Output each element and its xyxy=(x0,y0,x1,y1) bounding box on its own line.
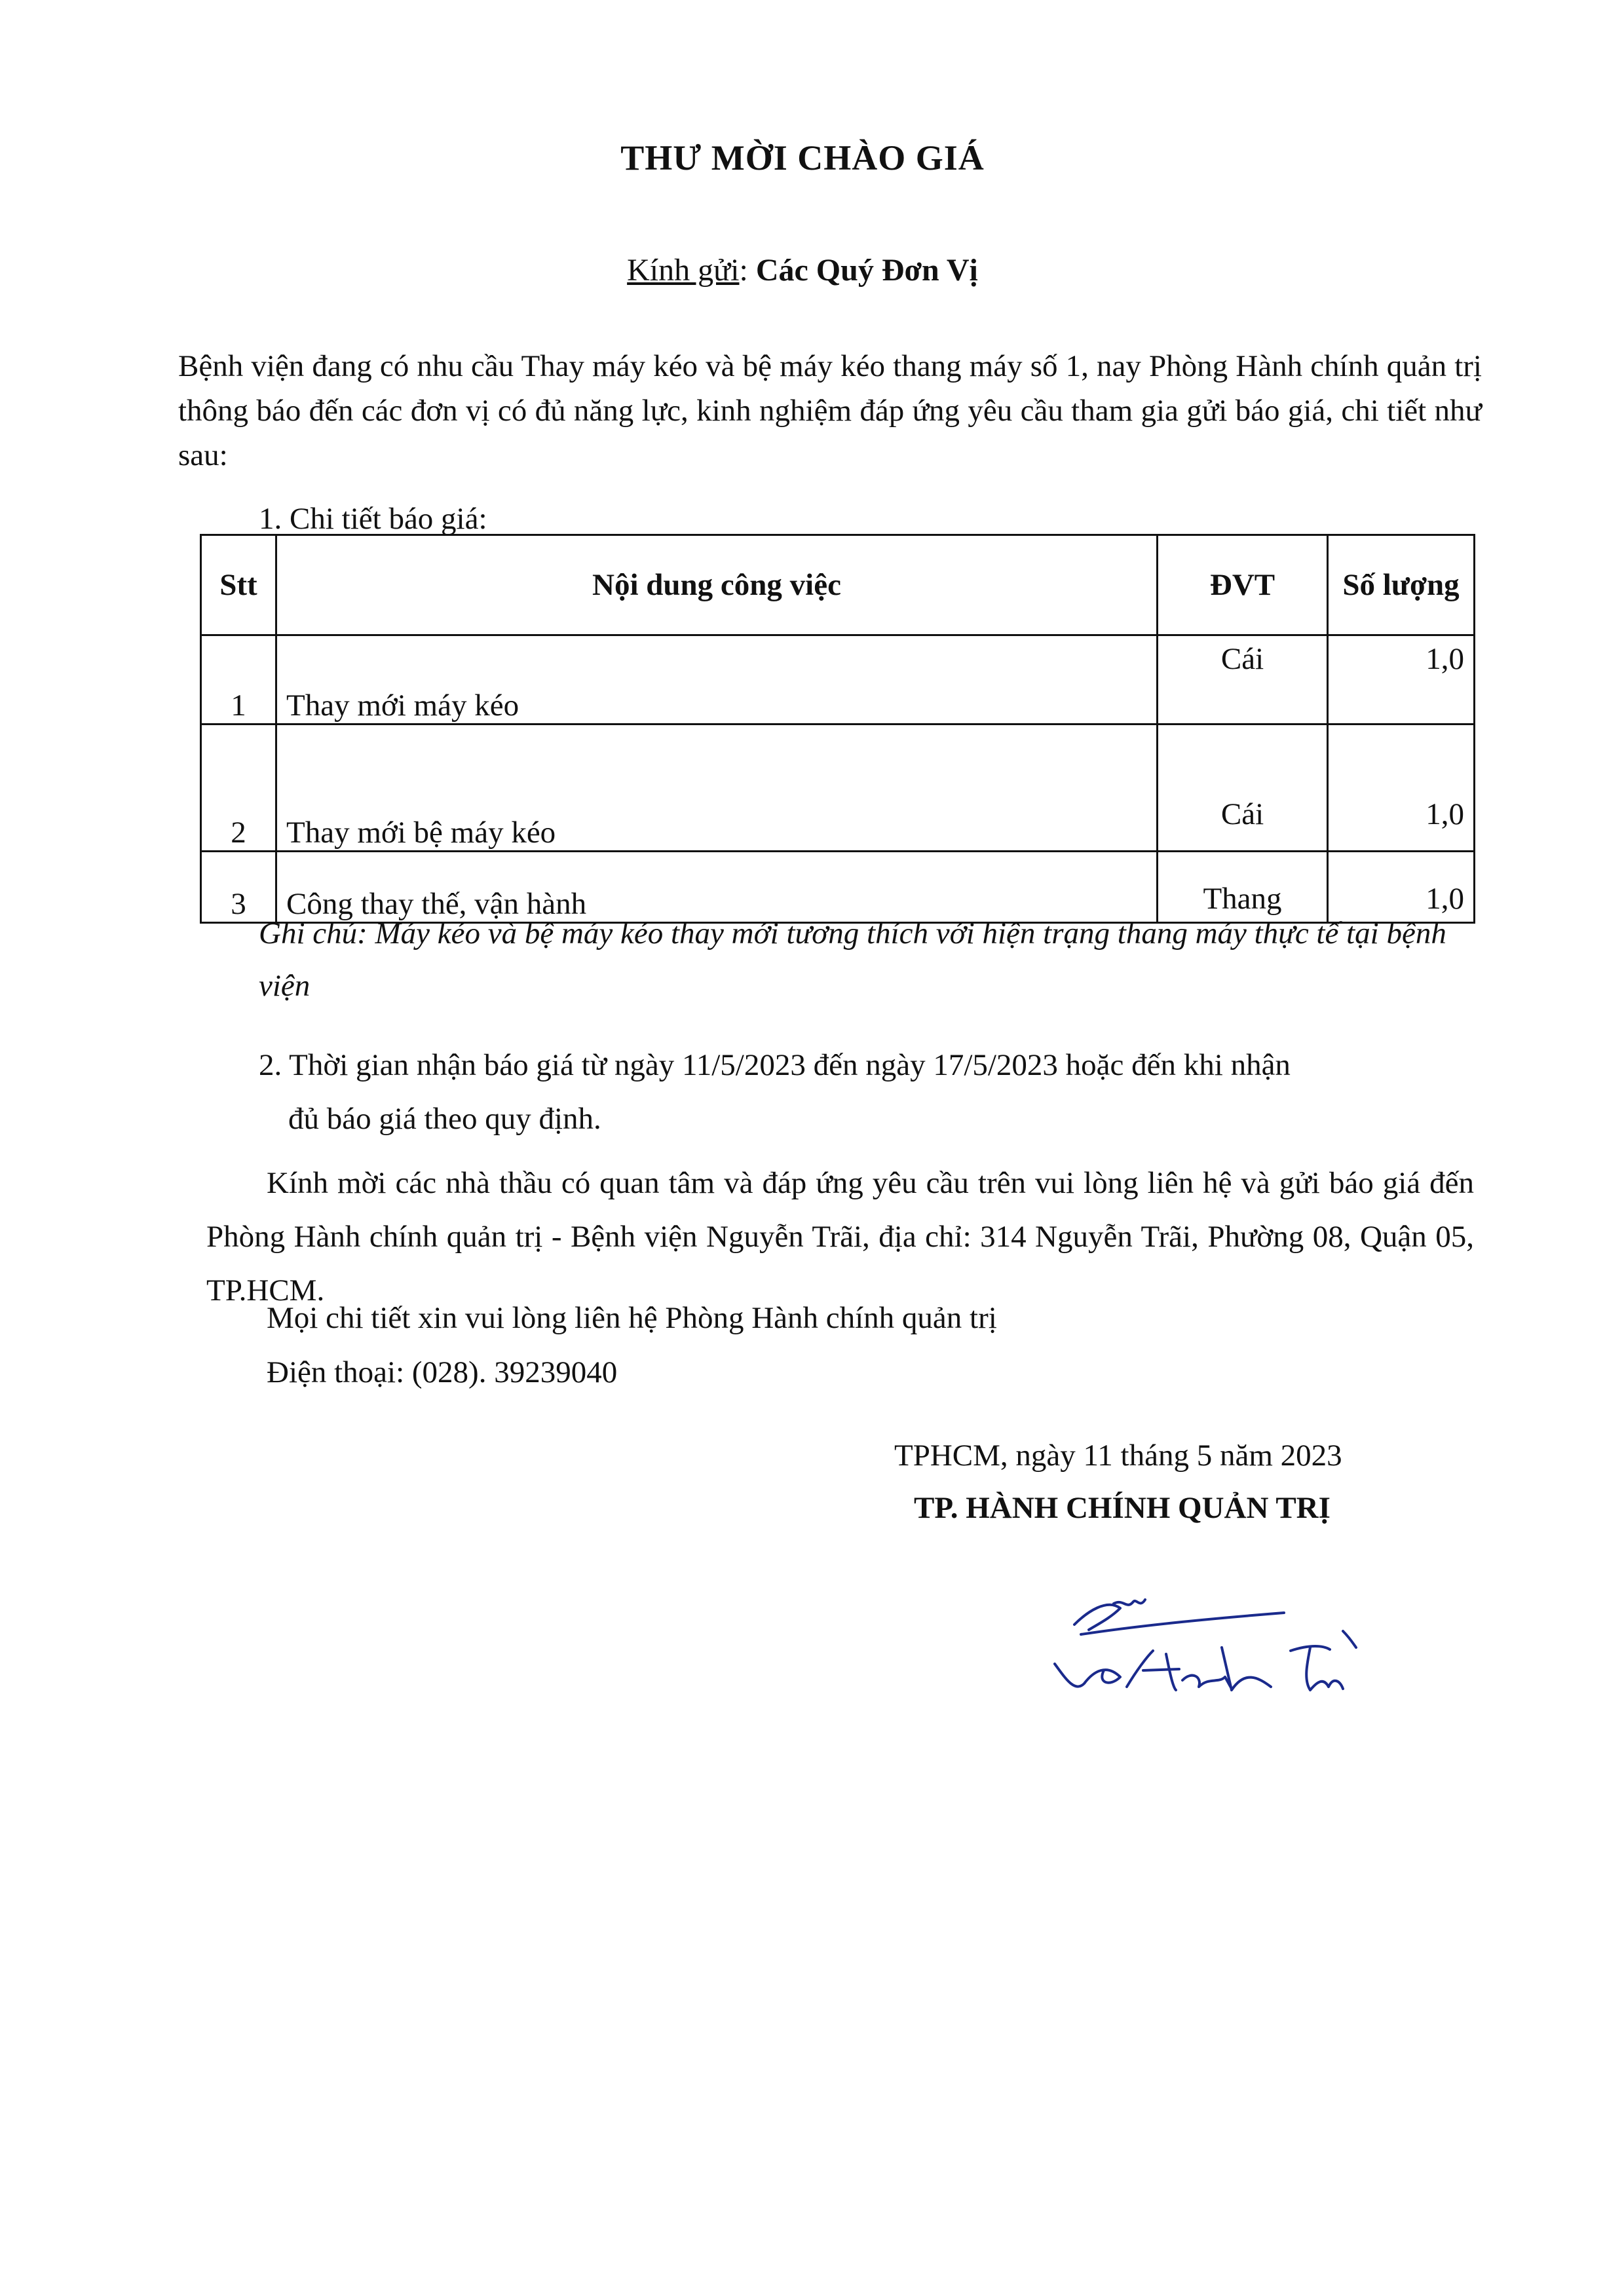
phone-line: Điện thoại: (028). 39239040 xyxy=(267,1355,618,1389)
table-note: Ghi chú: Máy kéo và bệ máy kéo thay mới tương thích với hiện trạng thang máy thực tế tại bệnh viện xyxy=(259,916,1446,1003)
recipient-line xyxy=(0,252,1605,288)
invitation-text: Kính mời các nhà thầu có quan tâm và đáp ứng yêu cầu trên vui lòng liên hệ và gửi báo giá đến Phòng Hành chính quản trị - Bệnh viện Nguyễn Trãi, địa chỉ: 314 Nguyễn Trãi, Phường 08, Quận 05, TP.HCM. xyxy=(206,1166,1474,1308)
recipient-label: Kính gửi xyxy=(627,253,740,288)
cell-qty: 1,0 xyxy=(1328,635,1475,725)
header-unit: ĐVT xyxy=(1158,535,1328,635)
table-row xyxy=(201,725,1475,852)
invitation-paragraph xyxy=(206,1156,1474,1317)
cell-unit: Cái xyxy=(1158,725,1328,852)
cell-unit: Cái xyxy=(1158,635,1328,725)
cell-desc: Công thay thế, vận hành xyxy=(276,852,1158,923)
section-2-line-2: đủ báo giá theo quy định. xyxy=(288,1102,601,1136)
section-1-heading: 1. Chi tiết báo giá: xyxy=(259,502,487,536)
table-row xyxy=(201,635,1475,725)
date-line: TPHCM, ngày 11 tháng 5 năm 2023 xyxy=(894,1439,1342,1473)
table-header-row xyxy=(201,535,1475,635)
cell-qty: 1,0 xyxy=(1328,725,1475,852)
document-title: THƯ MỜI CHÀO GIÁ xyxy=(620,138,985,178)
cell-qty: 1,0 xyxy=(1328,852,1475,923)
cell-desc: Thay mới máy kéo xyxy=(276,635,1158,725)
cell-desc: Thay mới bệ máy kéo xyxy=(276,725,1158,852)
recipient-value: Các Quý Đơn Vị xyxy=(755,253,978,288)
intro-paragraph: Bệnh viện đang có nhu cầu Thay máy kéo và bệ máy kéo thang máy số 1, nay Phòng Hành chính quản trị thông báo đến các đơn vị có đủ năng lực, kinh nghiệm đáp ứng yêu cầu tham gia gửi báo giá, chi tiết như sau: xyxy=(178,349,1482,472)
cell-stt: 1 xyxy=(201,635,276,725)
header-stt: Stt xyxy=(201,535,276,635)
signer-title: TP. HÀNH CHÍNH QUẢN TRỊ xyxy=(914,1491,1331,1525)
cell-stt: 3 xyxy=(201,852,276,923)
header-content: Nội dung công việc xyxy=(276,535,1158,635)
quote-table xyxy=(200,534,1475,924)
section-2-line-1: 2. Thời gian nhận báo giá từ ngày 11/5/2023 đến ngày 17/5/2023 hoặc đến khi nhận xyxy=(259,1048,1291,1082)
cell-unit: Thang xyxy=(1158,852,1328,923)
handwritten-signature xyxy=(1035,1572,1376,1723)
header-quantity: Số lượng xyxy=(1328,535,1475,635)
contact-line: Mọi chi tiết xin vui lòng liên hệ Phòng Hành chính quản trị xyxy=(267,1301,997,1335)
section-2-paragraph xyxy=(259,1038,1477,1146)
recipient-colon: : xyxy=(739,253,756,288)
cell-stt: 2 xyxy=(201,725,276,852)
